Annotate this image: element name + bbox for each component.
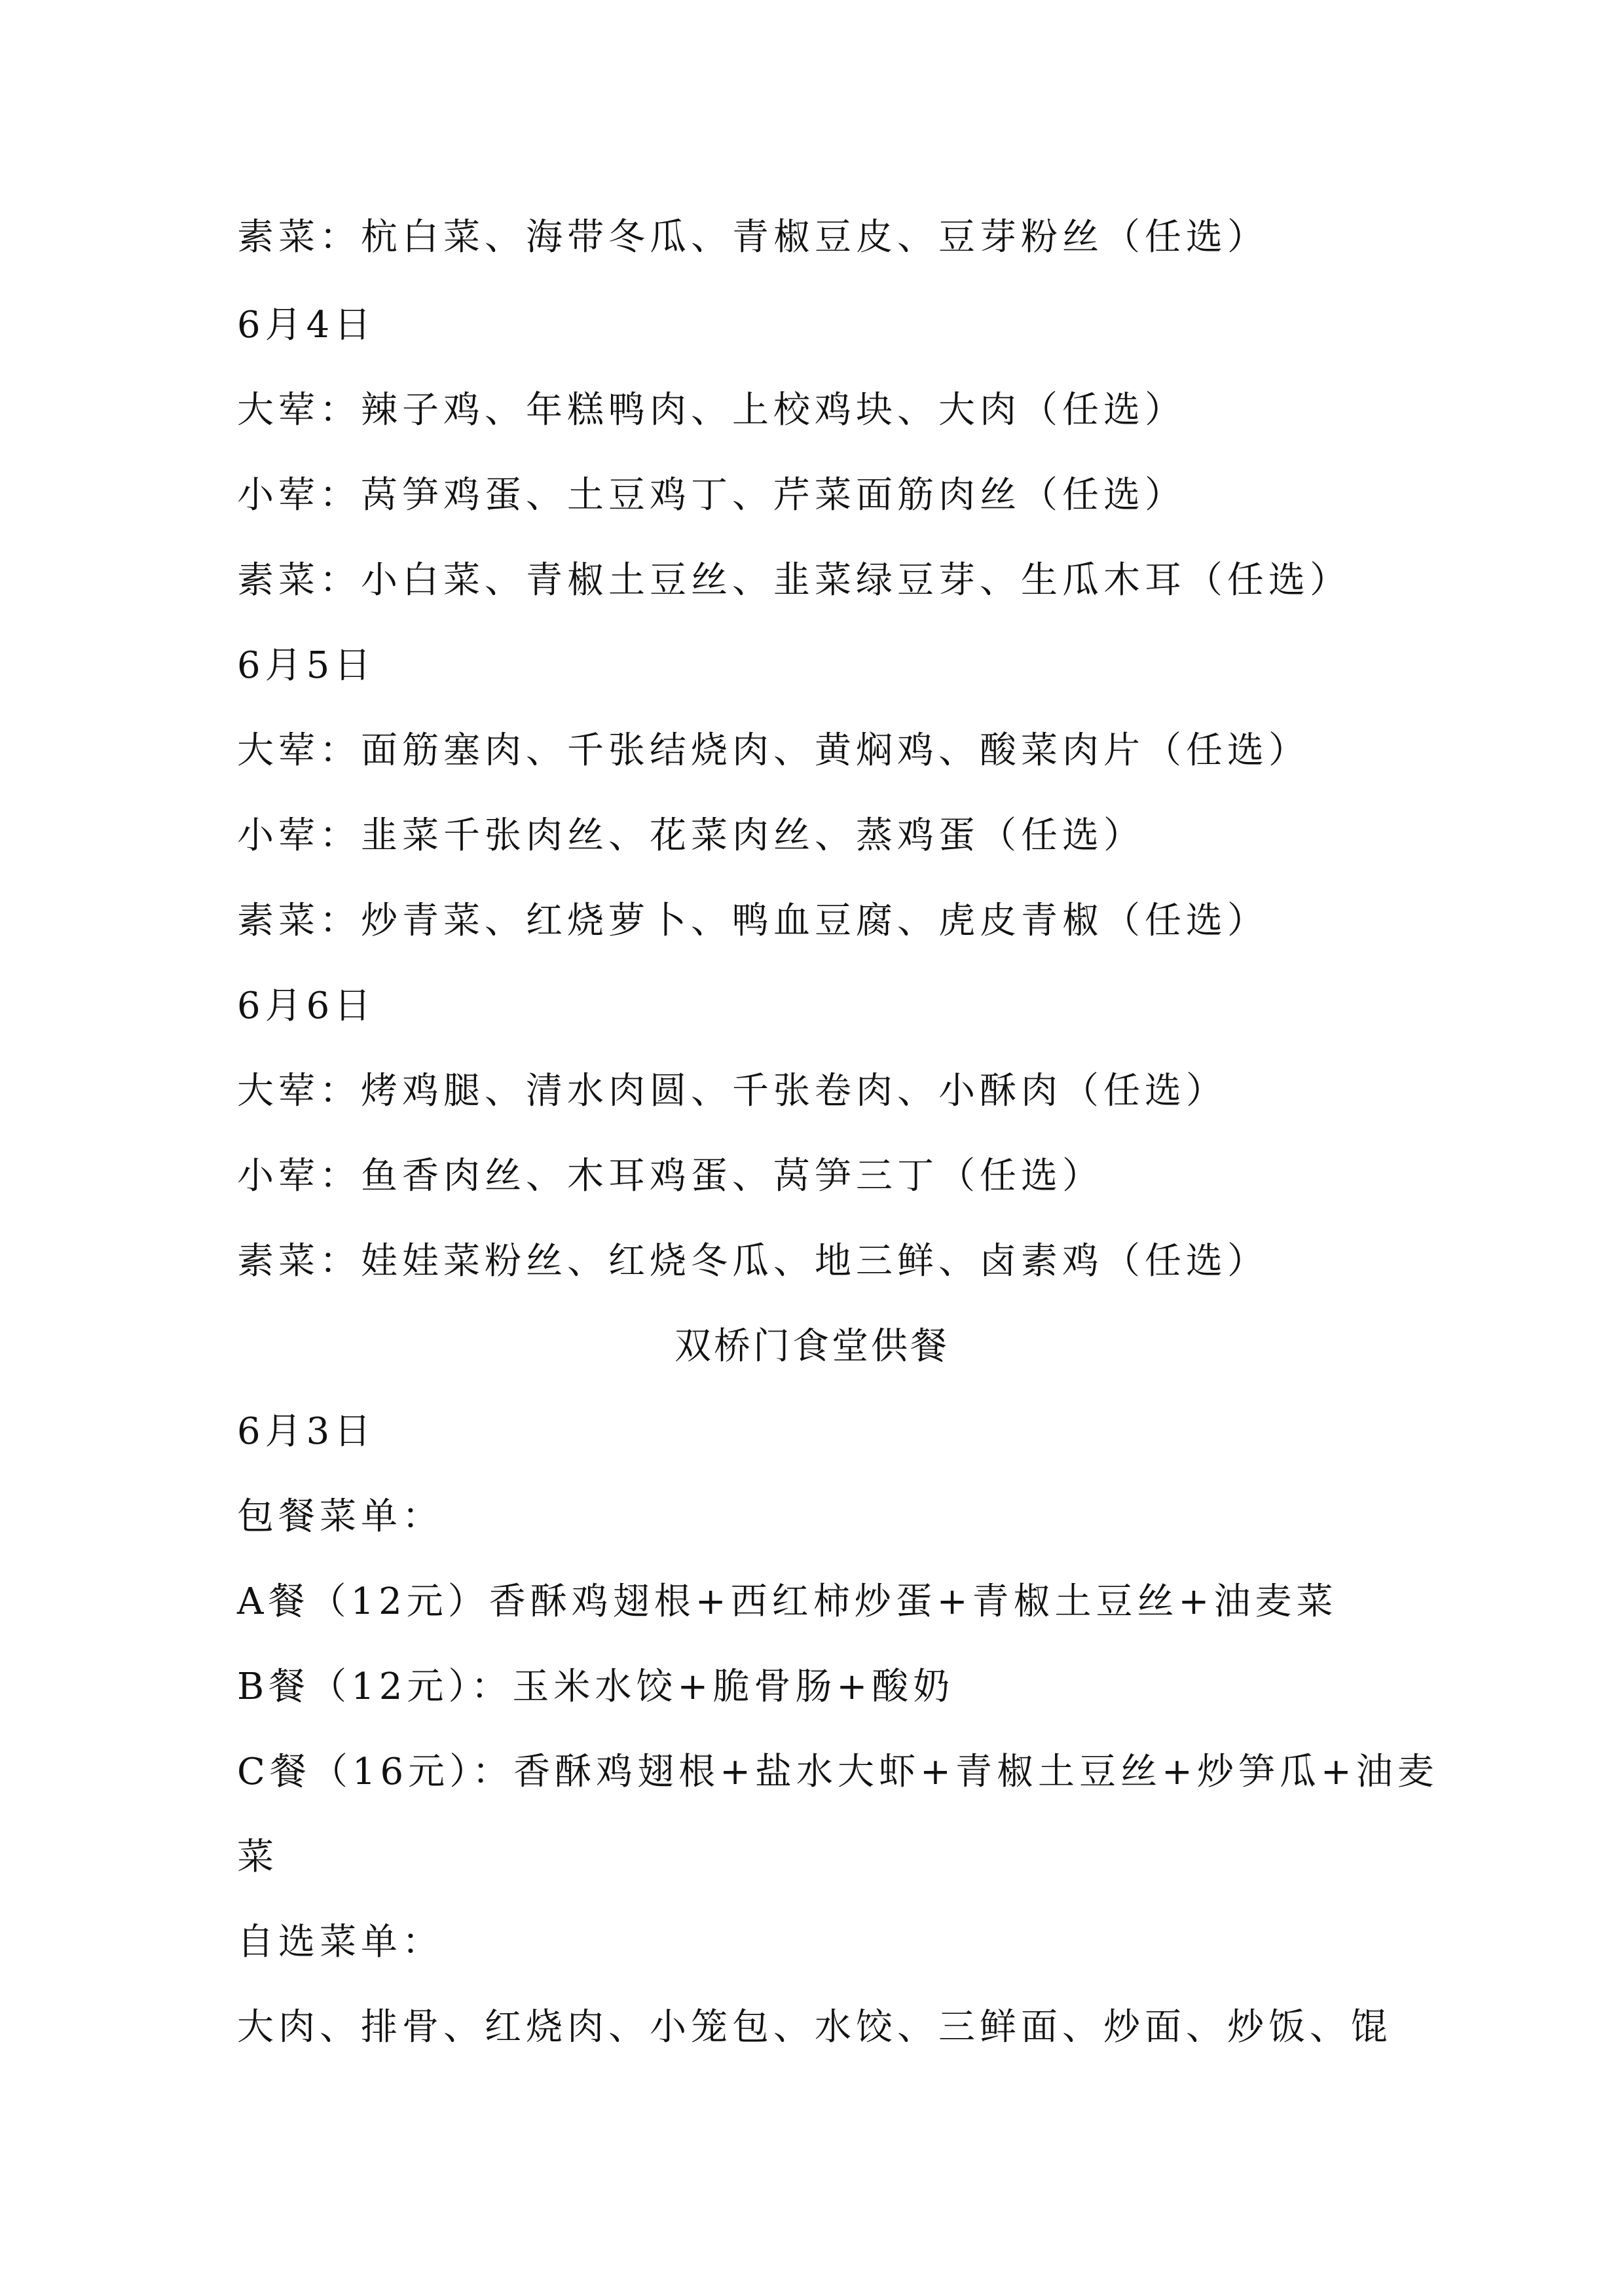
- set-menu-c: C餐（16元）：香酥鸡翅根+盐水大虾+青椒土豆丝+炒笋瓜+油麦: [237, 1751, 1439, 1793]
- da-hun-line-jun4: 大荤：辣子鸡、年糕鸭肉、上校鸡块、大肉（任选）: [237, 389, 1186, 431]
- date-heading-jun4: 6月4日: [237, 304, 376, 346]
- su-cai-line-jun6: 素菜：娃娃菜粉丝、红烧冬瓜、地三鲜、卤素鸡（任选）: [237, 1240, 1268, 1283]
- a-la-carte-items: 大肉、排骨、红烧肉、小笼包、水饺、三鲜面、炒面、炒饭、馄: [237, 2006, 1392, 2049]
- set-menu-label: 包餐菜单：: [237, 1495, 443, 1538]
- su-cai-line-jun4: 素菜：小白菜、青椒土豆丝、韭菜绿豆芽、生瓜木耳（任选）: [237, 559, 1351, 602]
- date-heading-jun3: 6月3日: [237, 1410, 376, 1453]
- date-heading-jun6: 6月6日: [237, 985, 376, 1027]
- su-cai-line-previous-day: 素菜：杭白菜、海带冬瓜、青椒豆皮、豆芽粉丝（任选）: [237, 216, 1268, 259]
- xiao-hun-line-jun5: 小荤：韭菜千张肉丝、花菜肉丝、蒸鸡蛋（任选）: [237, 814, 1145, 857]
- set-menu-a: A餐（12元）香酥鸡翅根+西红柿炒蛋+青椒土豆丝+油麦菜: [237, 1580, 1338, 1623]
- date-heading-jun5: 6月5日: [237, 644, 376, 687]
- xiao-hun-line-jun4: 小荤：莴笋鸡蛋、土豆鸡丁、芹菜面筋肉丝（任选）: [237, 474, 1186, 517]
- su-cai-line-jun5: 素菜：炒青菜、红烧萝卜、鸭血豆腐、虎皮青椒（任选）: [237, 900, 1268, 942]
- da-hun-line-jun6: 大荤：烤鸡腿、清水肉圆、千张卷肉、小酥肉（任选）: [237, 1070, 1227, 1112]
- set-menu-b: B餐（12元）：玉米水饺+脆骨肠+酸奶: [237, 1666, 955, 1708]
- da-hun-line-jun5: 大荤：面筋塞肉、千张结烧肉、黄焖鸡、酸菜肉片（任选）: [237, 729, 1310, 772]
- xiao-hun-line-jun6: 小荤：鱼香肉丝、木耳鸡蛋、莴笋三丁（任选）: [237, 1155, 1103, 1197]
- a-la-carte-label: 自选菜单：: [237, 1921, 443, 1963]
- section-heading-canteen: 双桥门食堂供餐: [674, 1325, 950, 1368]
- set-menu-c-continued: 菜: [237, 1836, 278, 1878]
